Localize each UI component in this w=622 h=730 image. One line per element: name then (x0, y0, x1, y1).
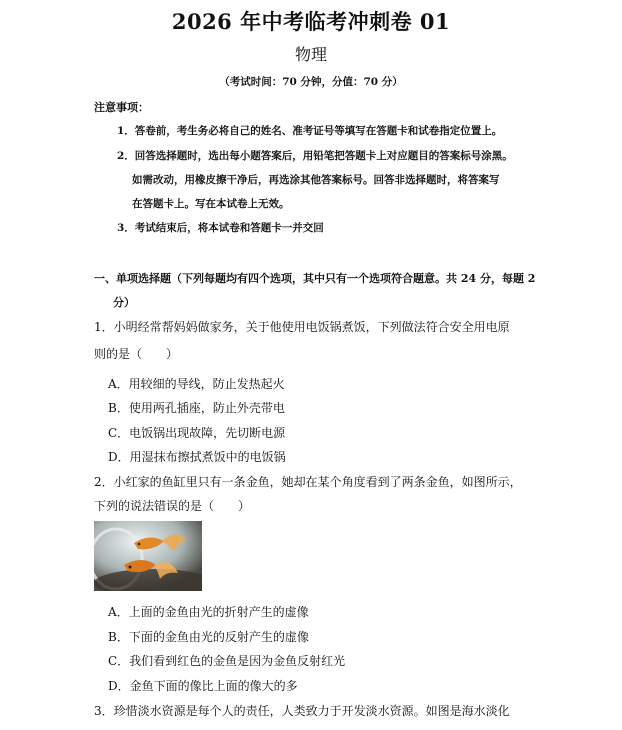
notice-heading: 注意事项： (94, 101, 149, 114)
question-stem: 1．小明经常帮妈妈做家务，关于他使用电饭锅煮饭，下列做法符合安全用电原 (94, 320, 510, 334)
notice-line: 在答题卡上。写在本试卷上无效。 (132, 198, 290, 210)
section-heading-cont: 分） (113, 296, 135, 309)
option-c: C．电饭锅出现故障，先切断电源 (108, 426, 286, 440)
option-c: C．我们看到红色的金鱼是因为金鱼反射红光 (108, 654, 346, 668)
option-d: D．用湿抹布擦拭煮饭中的电饭锅 (108, 450, 286, 464)
goldfish-illustration (94, 521, 202, 591)
notice-line: 3．考试结束后，将本试卷和答题卡一并交回 (117, 222, 324, 234)
option-a: A．上面的金鱼由光的折射产生的虚像 (108, 605, 309, 619)
option-a: A．用较细的导线，防止发热起火 (108, 377, 285, 391)
question-stem: 3．珍惜淡水资源是每个人的责任，人类致力于开发淡水资源。如图是海水淡化 (94, 704, 510, 718)
question-stem: 2．小红家的鱼缸里只有一条金鱼，她却在某个角度看到了两条金鱼，如图所示， (94, 475, 522, 489)
notice-line: 1．答卷前，考生务必将自己的姓名、准考证号等填写在答题卡和试卷指定位置上。 (117, 125, 503, 137)
section-heading: 一、单项选择题（下列每题均有四个选项，其中只有一个选项符合题意。共 24 分，每题 2 (94, 272, 536, 285)
notice-line: 如需改动，用橡皮擦干净后，再选涂其他答案标号。回答非选择题时，将答案写 (132, 174, 500, 186)
option-d: D．金鱼下面的像比上面的像大的多 (108, 679, 298, 693)
question-stem: 下列的说法错误的是（ ） (94, 499, 251, 513)
option-b: B．使用两孔插座，防止外壳带电 (108, 401, 285, 415)
goldfish-photo (94, 521, 202, 591)
exam-info: （考试时间：70 分钟，分值：70 分） (219, 76, 403, 88)
exam-title: 2026 年中考临考冲刺卷 01 (171, 9, 451, 34)
subject-title: 物理 (294, 45, 327, 64)
question-stem: 则的是（ ） (94, 347, 179, 361)
notice-line: 2．回答选择题时，选出每小题答案后，用铅笔把答题卡上对应题目的答案标号涂黑。 (117, 150, 513, 162)
option-b: B．下面的金鱼由光的反射产生的虚像 (108, 630, 309, 644)
